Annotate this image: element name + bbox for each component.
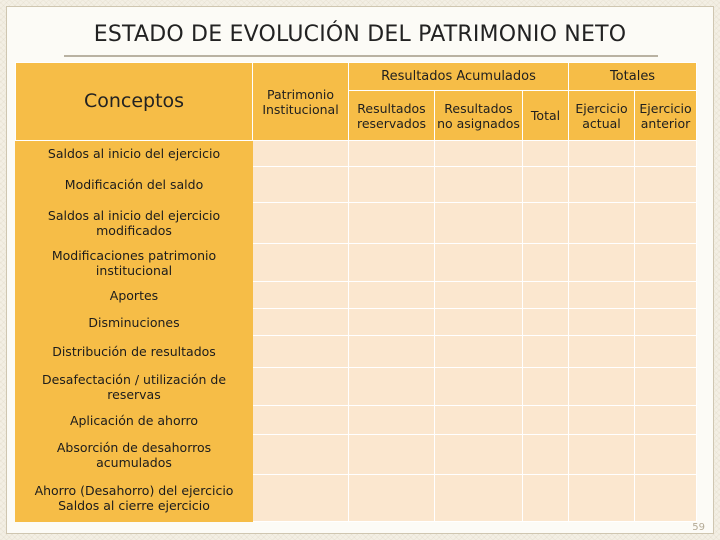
value-cell bbox=[635, 203, 697, 244]
value-cell bbox=[569, 435, 635, 475]
table-row bbox=[16, 309, 697, 336]
value-cell bbox=[253, 203, 349, 244]
value-cell bbox=[253, 244, 349, 282]
value-cell bbox=[349, 435, 435, 475]
header-no-asignados-line2: no asignados bbox=[437, 115, 520, 131]
value-cell bbox=[569, 475, 635, 522]
page-number: 59 bbox=[692, 522, 705, 533]
table-row bbox=[16, 167, 697, 203]
row-label-line1: Distribución de resultados bbox=[52, 344, 216, 359]
value-cell bbox=[635, 475, 697, 522]
value-cell bbox=[635, 336, 697, 368]
table-row bbox=[16, 435, 697, 475]
value-cell bbox=[253, 368, 349, 406]
value-cell bbox=[349, 475, 435, 522]
row-concept-label bbox=[16, 406, 253, 435]
row-concept-label bbox=[16, 203, 253, 244]
header-actual-line1: Ejercicio bbox=[575, 100, 628, 116]
header-anterior-line2: anterior bbox=[640, 115, 691, 131]
header-total: Total bbox=[523, 91, 569, 141]
value-cell bbox=[635, 244, 697, 282]
table-row bbox=[16, 406, 697, 435]
value-cell bbox=[349, 167, 435, 203]
value-cell bbox=[523, 203, 569, 244]
row-label-line1: Aplicación de ahorro bbox=[69, 412, 199, 428]
value-cell bbox=[569, 141, 635, 167]
value-cell bbox=[435, 475, 523, 522]
table-row bbox=[16, 336, 697, 368]
value-cell bbox=[523, 309, 569, 336]
value-cell bbox=[435, 435, 523, 475]
value-cell bbox=[435, 282, 523, 309]
table-row bbox=[16, 141, 697, 167]
header-actual-line2: actual bbox=[582, 115, 621, 131]
row-label-line1: Ahorro (Desahorro) del ejercicio bbox=[34, 483, 234, 498]
value-cell bbox=[523, 368, 569, 406]
header-patrimonio-line1: Patrimonio bbox=[266, 86, 335, 102]
value-cell bbox=[435, 167, 523, 203]
header-patrimonio-institucional bbox=[253, 63, 349, 141]
row-label-line1: Saldos al inicio del ejercicio bbox=[47, 208, 221, 223]
value-cell bbox=[523, 435, 569, 475]
row-label-line2: institucional bbox=[95, 262, 173, 278]
value-cell bbox=[635, 167, 697, 203]
value-cell bbox=[569, 167, 635, 203]
row-concept-label bbox=[16, 167, 253, 203]
value-cell bbox=[253, 309, 349, 336]
value-cell bbox=[569, 336, 635, 368]
header-ejercicio-actual bbox=[569, 91, 635, 141]
value-cell bbox=[253, 282, 349, 309]
value-cell bbox=[349, 309, 435, 336]
row-label-line1: Saldos al inicio del ejercicio bbox=[47, 146, 221, 161]
value-cell bbox=[523, 282, 569, 309]
header-reservados-line2: reservados bbox=[356, 115, 427, 131]
value-cell bbox=[635, 309, 697, 336]
row-label-line1: Modificaciones patrimonio bbox=[51, 247, 217, 263]
value-cell bbox=[253, 141, 349, 167]
row-concept-label bbox=[16, 336, 253, 368]
value-cell bbox=[435, 244, 523, 282]
value-cell bbox=[253, 475, 349, 522]
row-concept-label bbox=[16, 435, 253, 475]
header-anterior-line1: Ejercicio bbox=[639, 100, 692, 116]
row-concept-label bbox=[16, 368, 253, 406]
value-cell bbox=[349, 336, 435, 368]
value-cell bbox=[523, 336, 569, 368]
header-no-asignados-line1: Resultados bbox=[444, 100, 513, 116]
row-label-line1: Absorción de desahorros bbox=[56, 439, 212, 455]
value-cell bbox=[523, 141, 569, 167]
value-cell bbox=[435, 309, 523, 336]
header-ejercicio-anterior bbox=[635, 91, 697, 141]
value-cell bbox=[435, 203, 523, 244]
row-label-line2: modificados bbox=[96, 223, 172, 238]
value-cell bbox=[635, 368, 697, 406]
value-cell bbox=[435, 141, 523, 167]
header-conceptos: Conceptos bbox=[16, 63, 253, 141]
header-patrimonio-line2: Institucional bbox=[262, 101, 339, 117]
value-cell bbox=[635, 282, 697, 309]
value-cell bbox=[635, 435, 697, 475]
value-cell bbox=[253, 406, 349, 435]
row-label-line2: Saldos al cierre ejercicio bbox=[58, 498, 210, 513]
value-cell bbox=[349, 282, 435, 309]
value-cell bbox=[253, 336, 349, 368]
value-cell bbox=[435, 336, 523, 368]
header-reservados-line1: Resultados bbox=[357, 100, 426, 116]
row-label-line1: Desafectación / utilización de bbox=[41, 371, 227, 387]
row-label-line2: acumulados bbox=[96, 454, 172, 470]
row-label-line1: Modificación del saldo bbox=[64, 177, 204, 192]
value-cell bbox=[349, 244, 435, 282]
value-cell bbox=[523, 167, 569, 203]
row-concept-label bbox=[16, 309, 253, 336]
row-concept-label bbox=[16, 475, 253, 522]
header-resultados-reservados bbox=[349, 91, 435, 141]
value-cell bbox=[523, 244, 569, 282]
value-cell bbox=[253, 435, 349, 475]
table-row bbox=[16, 244, 697, 282]
value-cell bbox=[569, 406, 635, 435]
value-cell bbox=[635, 406, 697, 435]
value-cell bbox=[349, 203, 435, 244]
patrimonio-table bbox=[15, 62, 697, 522]
row-concept-label bbox=[16, 282, 253, 309]
value-cell bbox=[569, 309, 635, 336]
table-row bbox=[16, 203, 697, 244]
value-cell bbox=[435, 368, 523, 406]
value-cell bbox=[569, 244, 635, 282]
value-cell bbox=[349, 406, 435, 435]
value-cell bbox=[523, 475, 569, 522]
page-title: ESTADO DE EVOLUCIÓN DEL PATRIMONIO NETO bbox=[93, 22, 627, 47]
row-concept-label bbox=[16, 244, 253, 282]
header-totales: Totales bbox=[569, 63, 697, 91]
header-resultados-acumulados: Resultados Acumulados bbox=[349, 63, 569, 91]
value-cell bbox=[635, 141, 697, 167]
value-cell bbox=[569, 282, 635, 309]
table-row bbox=[16, 368, 697, 406]
row-label-line2: reservas bbox=[107, 386, 161, 402]
value-cell bbox=[523, 406, 569, 435]
table-row bbox=[16, 475, 697, 522]
header-resultados-no-asignados bbox=[435, 91, 523, 141]
row-label-line1: Aportes bbox=[109, 287, 159, 303]
value-cell bbox=[569, 368, 635, 406]
row-concept-label bbox=[16, 141, 253, 167]
row-label-line1: Disminuciones bbox=[88, 314, 180, 330]
value-cell bbox=[349, 141, 435, 167]
title-divider bbox=[64, 55, 658, 57]
value-cell bbox=[349, 368, 435, 406]
value-cell bbox=[569, 203, 635, 244]
value-cell bbox=[253, 167, 349, 203]
value-cell bbox=[435, 406, 523, 435]
table-row bbox=[16, 282, 697, 309]
